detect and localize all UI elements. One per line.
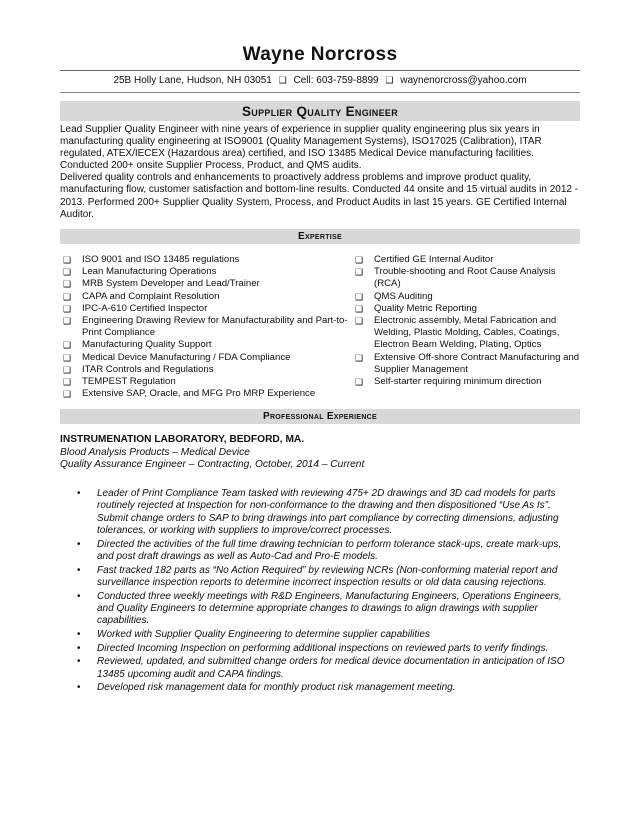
- separator-icon: ❑: [278, 75, 287, 85]
- list-item: • Directed Incoming Inspection on performing additional inspections on reviewed parts to verify findings.: [77, 642, 549, 654]
- list-item: • Worked with Supplier Quality Engineering to determine supplier capabilities: [77, 628, 430, 640]
- list-item: • Conducted three weekly meetings with R&D Engineers, Manufacturing Engineers, Operations Engineers, and Quality Engineers to determine appropriate changes to drawings to align drawings with supplier capabilities.: [77, 590, 562, 627]
- list-item: ❑ IPC-A-610 Certified Inspector: [63, 302, 208, 314]
- list-item: ❑ ITAR Controls and Regulations: [63, 363, 214, 375]
- list-item: ❑ Extensive SAP, Oracle, and MFG Pro MRP Experience: [63, 388, 316, 400]
- checkbox-icon: ❑: [63, 352, 72, 363]
- division: Blood Analysis Products – Medical Device: [60, 446, 250, 458]
- job-header: [60, 434, 580, 472]
- job-title: Supplier Quality Engineer: [241, 104, 399, 119]
- expertise-heading: Expertise: [298, 231, 342, 242]
- list-item: • Fast tracked 182 parts as “No Action Required” by reviewing NCRs (Non-conforming material report and surveillance inspection reports to determine incorrect inspection results or old data causing rejections.: [77, 564, 558, 588]
- duties-list: [60, 488, 580, 696]
- title-bar: [60, 101, 580, 121]
- list-item: ❑ Extensive Off-shore Contract Manufacturing and Supplier Management: [355, 351, 580, 375]
- checkbox-icon: ❑: [355, 352, 364, 363]
- summary-paragraph: Delivered quality controls and enhancements to proactively address problems and improve product quality, manufacturing flow, customer satisfaction and bottom-line results. Conducted 44 onsite and 15 virtual audits in 2012 - 2013. Performed 200+ Supplier Quality System, Process, and Product Audits in last 15 years. GE Certified Internal Auditor.: [60, 172, 579, 220]
- bullet-icon: •: [77, 656, 81, 668]
- bullet-icon: •: [77, 564, 81, 576]
- list-item: ❑ Self-starter requiring minimum direction: [355, 376, 542, 388]
- experience-bar: [60, 409, 580, 424]
- checkbox-icon: ❑: [63, 377, 72, 388]
- expertise-bar: [60, 229, 580, 244]
- checkbox-icon: ❑: [63, 279, 72, 290]
- checkbox-icon: ❑: [63, 340, 72, 351]
- role: Quality Assurance Engineer – Contracting, October, 2014 – Current: [60, 459, 365, 471]
- list-item: ❑ Quality Metric Reporting: [355, 302, 477, 314]
- separator-icon: ❑: [385, 75, 394, 85]
- expertise-list-right: [352, 254, 580, 388]
- checkbox-icon: ❑: [63, 389, 72, 400]
- list-item: ❑ Trouble-shooting and Root Cause Analysis (RCA): [355, 266, 556, 290]
- contact-rule: [60, 92, 580, 93]
- bullet-icon: •: [77, 628, 81, 640]
- checkbox-icon: ❑: [63, 303, 72, 314]
- company-name: INSTRUMENATION LABORATORY, BEDFORD, MA.: [60, 434, 305, 445]
- checkbox-icon: ❑: [355, 255, 364, 265]
- checkbox-icon: ❑: [63, 267, 72, 278]
- bullet-icon: •: [77, 590, 81, 602]
- bullet-icon: •: [77, 538, 81, 550]
- checkbox-icon: ❑: [355, 267, 364, 278]
- list-item: ❑ QMS Auditing: [355, 290, 433, 302]
- checkbox-icon: ❑: [355, 316, 364, 327]
- experience-heading: Professional Experience: [262, 411, 378, 422]
- list-item: • Leader of Print Compliance Team tasked with reviewing 475+ 2D drawings and 3D cad models for parts routinely rejected at Inspection for non-conformance to the drawing and then dispositioned “Use As Is”. Submit change orders to SAP to bring drawings into part compliance by correcting dimensions, adjusting tolerances, or working with suppliers to improve/correct processes.: [77, 488, 559, 536]
- phone: Cell: 603-759-8899: [293, 75, 379, 86]
- contact-line: [60, 75, 580, 86]
- bullet-icon: •: [77, 642, 81, 654]
- list-item: • Reviewed, updated, and submitted change orders for medical device documentation in anticipation of ISO 13485 upcoming audit and CAPA findings.: [77, 656, 565, 680]
- email-link[interactable]: waynenorcross@yahoo.com: [400, 75, 527, 86]
- header-rule: [60, 70, 580, 71]
- list-item: ❑ MRB System Developer and Lead/Trainer: [63, 278, 260, 290]
- list-item: ❑ Manufacturing Quality Support: [63, 339, 212, 351]
- checkbox-icon: ❑: [355, 303, 364, 314]
- checkbox-icon: ❑: [355, 377, 364, 388]
- checkbox-icon: ❑: [63, 364, 72, 375]
- list-item: • Directed the activities of the full time drawing technician to perform tolerance stack-ups, create mark-ups, and post draft drawings as well as Auto-Cad and Pro-E models.: [77, 538, 562, 562]
- list-item: ❑ CAPA and Complaint Resolution: [63, 290, 220, 302]
- list-item: ❑ ISO 9001 and ISO 13485 regulations: [63, 254, 240, 265]
- summary-paragraph: Lead Supplier Quality Engineer with nine years of experience in supplier quality engineering plus six years in manufacturing quality engineering at ISO9001 (Quality Management Systems), ISO17025 (Calibration), ITAR regulated, ATEX/IECEX (Hazardous area) certified, and ISO 13485 Medical Device manufacturing facilities. Conducted 200+ onsite Supplier Process, Product, and QMS audits.: [60, 124, 542, 172]
- list-item: ❑ TEMPEST Regulation: [63, 376, 176, 388]
- list-item: ❑ Certified GE Internal Auditor: [355, 254, 494, 265]
- list-item: ❑ Electronic assembly, Metal Fabrication and Welding, Plastic Molding, Cables, Coatings, Electron Beam Welding, Plating, Optics: [355, 315, 560, 351]
- bullet-icon: •: [77, 682, 81, 694]
- checkbox-icon: ❑: [63, 316, 72, 327]
- list-item: • Developed risk management data for monthly product risk management meeting.: [77, 682, 456, 694]
- checkbox-icon: ❑: [63, 255, 72, 265]
- list-item: ❑ Engineering Drawing Review for Manufacturability and Part-to-Print Compliance: [63, 315, 348, 339]
- address: 25B Holly Lane, Hudson, NH 03051: [113, 75, 272, 86]
- list-item: ❑ Lean Manufacturing Operations: [63, 266, 217, 278]
- summary: [60, 124, 580, 221]
- checkbox-icon: ❑: [63, 291, 72, 302]
- bullet-icon: •: [77, 488, 81, 499]
- checkbox-icon: ❑: [355, 291, 364, 302]
- list-item: ❑ Medical Device Manufacturing / FDA Compliance: [63, 351, 291, 363]
- expertise-list-left: [60, 254, 352, 400]
- candidate-name: Wayne Norcross: [242, 44, 398, 65]
